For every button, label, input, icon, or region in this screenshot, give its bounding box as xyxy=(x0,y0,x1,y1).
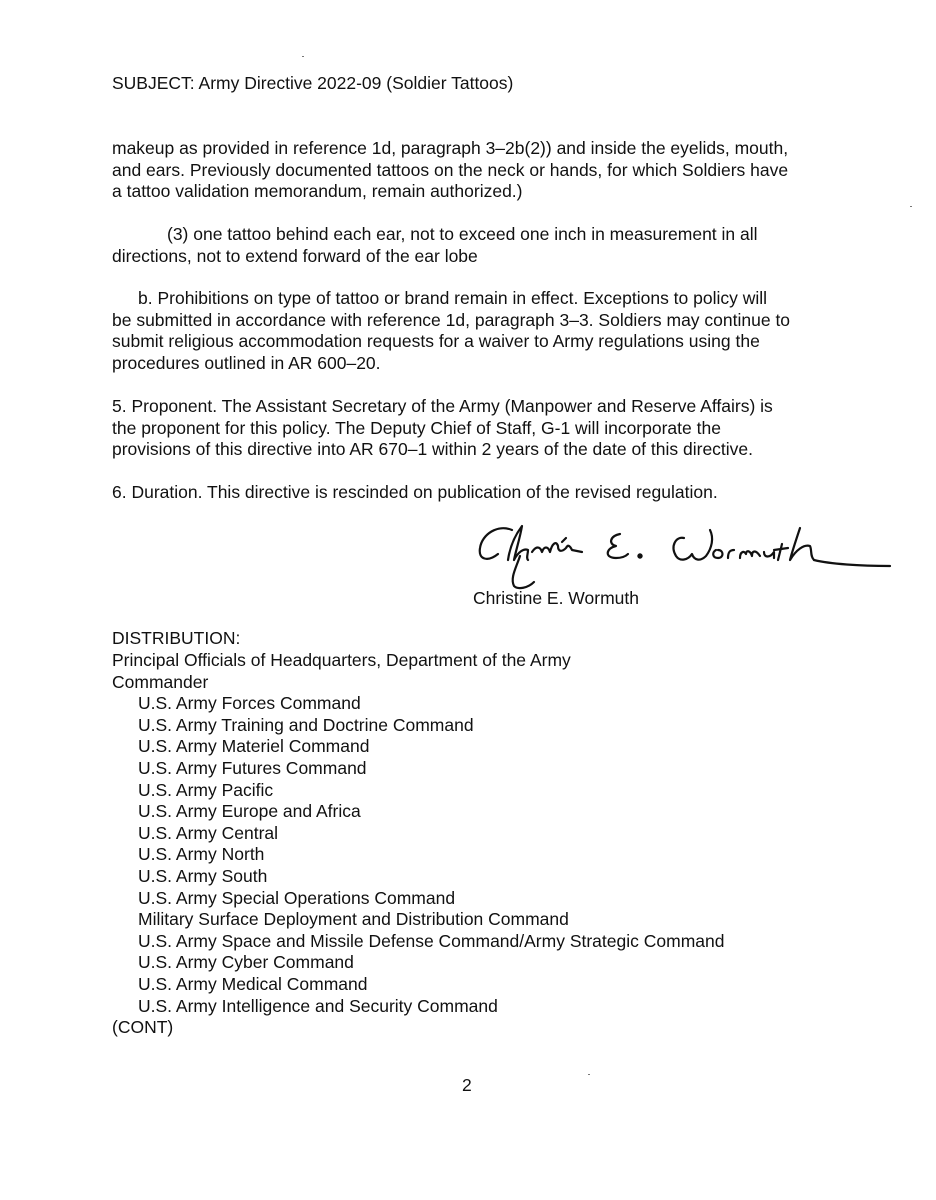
subject-line: SUBJECT: Army Directive 2022-09 (Soldier Tattoos) xyxy=(112,73,514,93)
list-item: U.S. Army Materiel Command xyxy=(138,736,370,757)
distribution-list xyxy=(112,650,724,1039)
paragraph-continuation xyxy=(112,138,788,203)
list-item: (CONT) xyxy=(112,1017,174,1038)
list-item: Principal Officials of Headquarters, Department of the Army xyxy=(112,650,571,670)
list-item: U.S. Army Europe and Africa xyxy=(138,801,361,822)
text-line: the proponent for this policy. The Deputy Chief of Staff, G-1 will incorporate the xyxy=(112,417,721,438)
list-item: U.S. Army Space and Missile Defense Command/Army Strategic Command xyxy=(138,930,725,951)
list-item: U.S. Army North xyxy=(138,844,265,865)
list-item: U.S. Army Training and Doctrine Command xyxy=(138,714,474,735)
list-item: U.S. Army Central xyxy=(138,822,279,843)
text-line: and ears. Previously documented tattoos on the neck or hands, for which Soldiers have xyxy=(112,159,789,180)
text-line: 5. Proponent. The Assistant Secretary of the Army (Manpower and Reserve Affairs) is xyxy=(112,396,773,416)
section-5-proponent xyxy=(112,396,773,461)
list-item: U.S. Army Futures Command xyxy=(138,757,367,778)
page-number: 2 xyxy=(462,1075,472,1095)
list-item: U.S. Army South xyxy=(138,865,268,886)
section-6-duration: 6. Duration. This directive is rescinded on publication of the revised regulation. xyxy=(112,482,718,502)
text-line: submit religious accommodation requests for a waiver to Army regulations using the xyxy=(112,331,760,351)
list-item: U.S. Army Pacific xyxy=(138,779,274,800)
text-line: a tattoo validation memorandum, remain authorized.) xyxy=(112,181,523,201)
text-line: directions, not to extend forward of the ear lobe xyxy=(112,245,478,266)
scan-speck xyxy=(588,1074,590,1075)
scan-speck xyxy=(302,56,304,57)
list-item: U.S. Army Intelligence and Security Command xyxy=(138,995,498,1016)
list-item: U.S. Army Forces Command xyxy=(138,693,361,714)
text-line: procedures outlined in AR 600–20. xyxy=(112,352,381,373)
text-line: be submitted in accordance with reference 1d, paragraph 3–3. Soldiers may continue to xyxy=(112,309,791,330)
list-item: U.S. Army Medical Command xyxy=(138,973,368,994)
list-item: Commander xyxy=(112,671,209,692)
handwritten-signature xyxy=(470,516,900,594)
list-item: U.S. Army Cyber Command xyxy=(138,952,354,973)
scan-speck xyxy=(910,206,912,207)
text-line: provisions of this directive into AR 670–1 within 2 years of the date of this directive. xyxy=(112,439,754,459)
text-line: makeup as provided in reference 1d, paragraph 3–2b(2)) and inside the eyelids, mouth, xyxy=(112,138,789,158)
text-line: (3) one tattoo behind each ear, not to exceed one inch in measurement in all xyxy=(167,224,758,244)
list-item: U.S. Army Special Operations Command xyxy=(138,887,456,908)
signer-name: Christine E. Wormuth xyxy=(473,588,639,608)
text-line: b. Prohibitions on type of tattoo or brand remain in effect. Exceptions to policy will xyxy=(138,288,768,308)
distribution-heading: DISTRIBUTION: xyxy=(112,628,241,648)
list-item: Military Surface Deployment and Distribution Command xyxy=(138,909,569,930)
item-3-paragraph xyxy=(112,224,758,267)
item-b-paragraph xyxy=(112,288,790,374)
